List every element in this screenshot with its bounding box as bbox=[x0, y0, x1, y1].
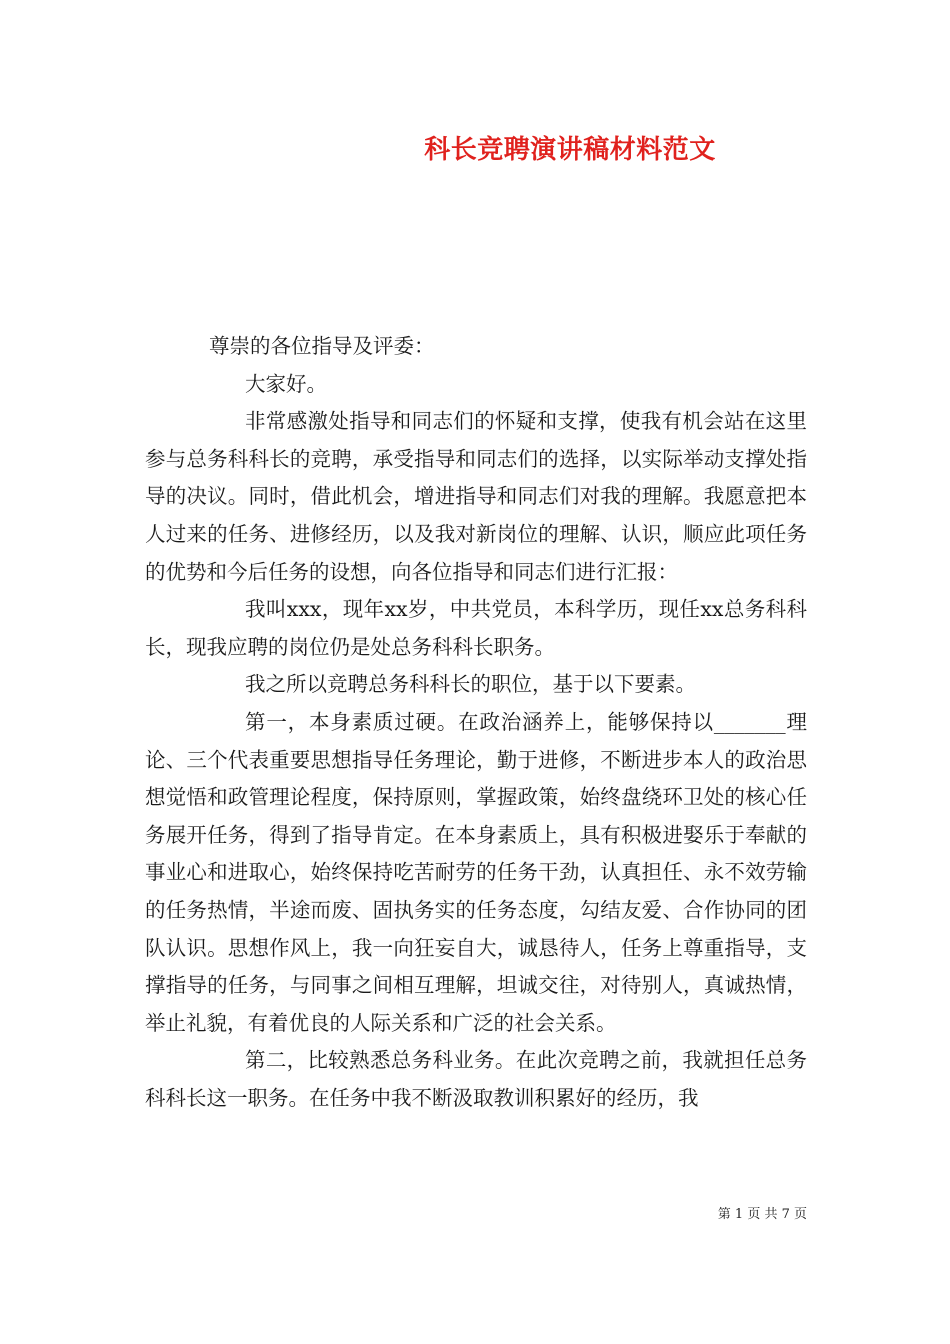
document-body bbox=[145, 328, 807, 1117]
body-paragraph: 我之所以竞聘总务科科长的职位，基于以下要素。 bbox=[245, 672, 696, 697]
document-title: 科长竞聘演讲稿材料范文 bbox=[424, 135, 716, 165]
body-paragraph: 我叫xxx，现年xx岁，中共党员，本科学历，现任xx总务科科长，现我应聘的岗位仍是处总务科科长职务。 bbox=[145, 597, 807, 659]
greeting-paragraph: 大家好。 bbox=[245, 371, 327, 396]
page-number-footer: 第 1 页 共 7 页 bbox=[717, 1207, 807, 1222]
body-paragraph: 第二，比较熟悉总务科业务。在此次竞聘之前，我就担任总务科科长这一职务。在任务中我不断汲取教训积累好的经历，我 bbox=[145, 1048, 807, 1110]
salutation-paragraph: 尊崇的各位指导及评委： bbox=[209, 334, 435, 358]
body-paragraph: 第一，本身素质过硬。在政治涵养上，能够保持以_______理论、三个代表重要思想指导任务理论，勤于进修，不断进步本人的政治思想觉悟和政管理论程度，保持原则，掌握政策，始终盘绕环卫处的核心任务展开任务，得到了指导肯定。在本身素质上，具有积极进娶乐于奉献的事业心和进取心，始终保持吃苦耐劳的任务干劲，认真担任、永不效劳输的任务热情，半途而废、固执务实的任务态度，勾结友爱、合作协同的团队认识。思想作风上，我一向狂妄自大，诚恳待人，任务上尊重指导，支撑指导的任务，与同事之间相互理解，坦诚交往，对待别人，真诚热情，举止礼貌，有着优良的人际关系和广泛的社会关系。 bbox=[145, 709, 807, 1035]
body-paragraph: 非常感激处指导和同志们的怀疑和支撑，使我有机会站在这里参与总务科科长的竞聘，承受指导和同志们的选择，以实际举动支撑处指导的决议。同时，借此机会，增进指导和同志们对我的理解。我愿意把本人过来的任务、进修经历，以及我对新岗位的理解、认识，顺应此项任务的优势和今后任务的设想，向各位指导和同志们进行汇报： bbox=[145, 409, 807, 584]
